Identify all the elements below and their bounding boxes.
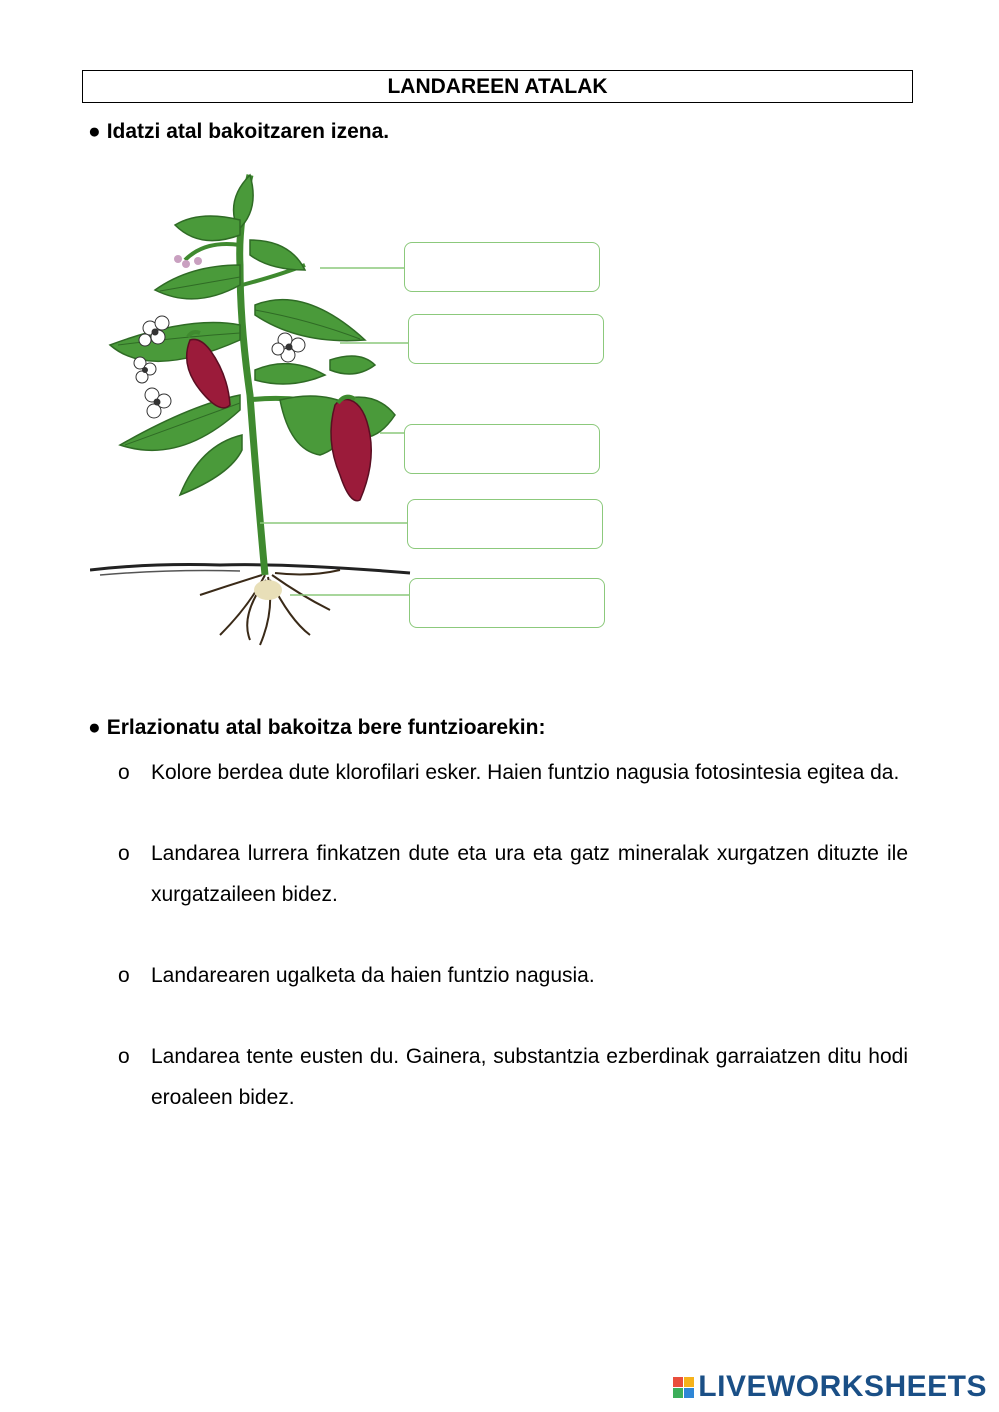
list-marker: o bbox=[118, 761, 130, 784]
list-item bbox=[118, 752, 908, 793]
instruction-text: Idatzi atal bakoitzaren izena. bbox=[106, 120, 390, 143]
list-marker: o bbox=[118, 842, 130, 865]
brand-name: LIVEWORKSHEETS bbox=[698, 1370, 987, 1403]
answer-box-root[interactable] bbox=[409, 578, 605, 628]
answer-box-stem[interactable] bbox=[407, 499, 603, 549]
list-item bbox=[118, 833, 908, 915]
list-marker: o bbox=[118, 1045, 130, 1068]
answer-box-flower[interactable] bbox=[404, 242, 600, 292]
bullet: ● bbox=[88, 120, 101, 143]
function-text: Kolore berdea dute klorofilari esker. Haien funtzio nagusia fotosintesia egitea da. bbox=[151, 761, 900, 784]
answer-box-leaf[interactable] bbox=[408, 314, 604, 364]
worksheet-title: LANDAREEN ATALAK bbox=[82, 70, 913, 103]
function-text: Landarea lurrera finkatzen dute eta ura eta gatz mineralak xurgatzen dituzte ile xurgatzaileen bidez. bbox=[151, 842, 908, 906]
pepper-plant-illustration bbox=[90, 165, 420, 650]
list-item bbox=[118, 1036, 908, 1118]
list-marker: o bbox=[118, 964, 130, 987]
list-item bbox=[118, 955, 908, 996]
instruction-text: Erlazionatu atal bakoitza bere funtzioarekin: bbox=[106, 716, 546, 739]
answer-box-fruit[interactable] bbox=[404, 424, 600, 474]
function-text: Landarearen ugalketa da haien funtzio nagusia. bbox=[151, 964, 595, 987]
instruction-name-parts bbox=[88, 120, 389, 144]
functions-list bbox=[118, 752, 908, 1158]
bullet: ● bbox=[88, 716, 101, 739]
logo-icon bbox=[673, 1377, 694, 1398]
function-text: Landarea tente eusten du. Gainera, substantzia ezberdinak garraiatzen ditu hodi eroaleen bidez. bbox=[151, 1045, 908, 1109]
instruction-match-functions bbox=[88, 716, 545, 740]
liveworksheets-logo bbox=[673, 1370, 987, 1404]
